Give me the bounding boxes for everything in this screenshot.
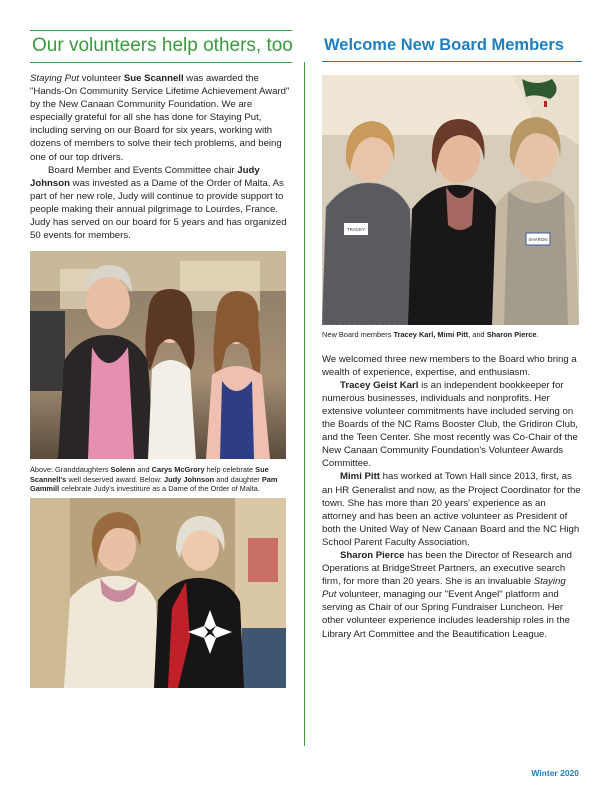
text-bold: Mimi Pitt: [340, 471, 380, 483]
text-bold: Sharon Pierce: [486, 330, 537, 339]
text: volunteer, managing our "Event Angel" platform and serving as Chair of our Spring Fundraiser Luncheon. Her other volunteer experience includes leadership roles in the Library Art Committee and the Beautification League.: [322, 589, 570, 640]
tracey-paragraph: [322, 379, 582, 471]
text: celebrate Judy's investiture as a Dame of the Order of Malta.: [59, 484, 260, 494]
text: New Board members: [322, 330, 394, 339]
issue-footer: Winter 2020: [531, 768, 579, 778]
text-bold: Tracey Karl, Mimi Pitt: [393, 330, 469, 339]
text: help celebrate: [204, 465, 256, 475]
text: well deserved award. Below:: [66, 474, 165, 484]
text: and: [135, 465, 152, 475]
text-em: Staying Put: [30, 73, 80, 84]
text: Above: Granddaughters: [30, 465, 111, 475]
text-bold: Carys McGrory: [151, 465, 205, 475]
text: was awarded the "Hands-On Community Service Lifetime Achievement Award" by the New Canaan Community Foundation. We are especially grateful for all she has done for Staying Put, including serving on our Board for six years, working with dozens of members to solve their tech problems, and being one of our top drivers.: [30, 73, 290, 163]
sue-paragraph: [30, 72, 292, 164]
column-divider: [304, 62, 305, 746]
text: .: [536, 330, 539, 339]
text: and daughter: [214, 474, 262, 484]
left-photos-caption: [30, 465, 292, 494]
text-bold: Pam Gammill: [30, 474, 278, 494]
tracey-badge-text: TRACEY: [346, 227, 366, 232]
left-column: [30, 30, 292, 688]
board-members-image: [322, 75, 579, 325]
text: has worked at Town Hall since 2013, first, as an HR Generalist and now, as the Project Coordinator for the town. She has more than 20 years' experience as an attorney and has been an active volunteer as President of both the United Way of New Canaan Board and the NC High School Parent Faculty Association.: [322, 471, 581, 548]
text-bold: Sue Scannell: [123, 73, 184, 84]
judy-paragraph: [30, 164, 292, 243]
judy-johnson-image: [30, 498, 286, 688]
board-members-photo: [322, 75, 579, 325]
sue-scannell-image: [30, 251, 286, 459]
judy-johnson-photo: [30, 498, 286, 688]
text-bold: Judy Johnson: [30, 164, 260, 189]
sue-scannell-photo: [30, 251, 286, 459]
volunteers-heading: Our volunteers help others, too: [30, 30, 292, 63]
right-column: [322, 30, 582, 641]
text-bold: Sharon Pierce: [340, 550, 405, 561]
text-bold: Sue Scannell's: [30, 465, 269, 484]
text: is an independent bookkeeper for numerous businesses, individuals and nonprofits. Her extensive volunteer commitments have included serving on the Boards of the NC Rams Booster Club, the Gridiron Club, and the Teen Center. She most recently was Co-Chair of the New Canaan Community Foundation's Volunteer Awards Committee.: [322, 379, 578, 470]
text-bold: Tracey Geist Karl: [340, 379, 419, 391]
text: Board Member and Events Committee chair: [48, 164, 238, 176]
board-members-heading: Welcome New Board Members: [322, 30, 582, 62]
text-bold: Solenn: [110, 465, 136, 475]
text: was invested as a Dame of the Order of Malta. As part of her new role, Judy will continue to provide support to people making their annual pilgrimage to Lourdes, France. Judy has served on our board for 5 years and has organized 50 events for members.: [30, 177, 287, 242]
intro-paragraph: We welcomed three new members to the Board who bring a wealth of experience, expertise, and enthusiasm.: [322, 353, 577, 378]
sharon-badge-text: SHARON: [528, 237, 548, 242]
board-photo-caption: [322, 330, 582, 340]
text: volunteer: [79, 73, 124, 84]
text-bold: Judy Johnson: [164, 474, 215, 484]
sharon-paragraph: [322, 549, 582, 641]
text: has been the Director of Research and Operations at BridgeStreet Partners, an executive search firm, for more than 20 years. She is an invaluable: [322, 550, 572, 588]
mimi-paragraph: [322, 470, 582, 549]
text: , and: [468, 330, 487, 339]
text-em: Staying Put: [322, 576, 566, 601]
